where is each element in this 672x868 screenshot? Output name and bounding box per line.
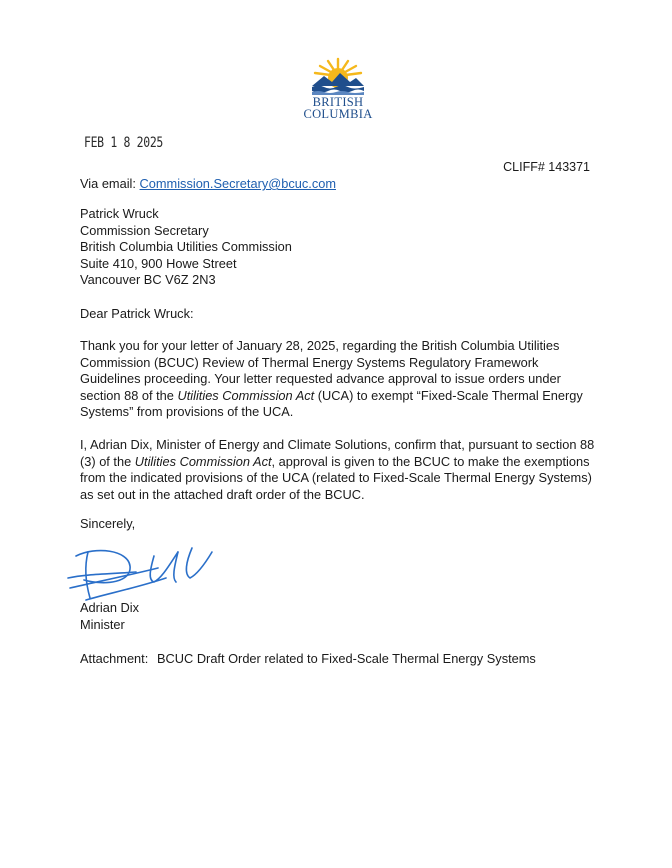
recipient-street: Suite 410, 900 Howe Street <box>80 255 237 271</box>
email-link[interactable]: Commission.Secretary@bcuc.com <box>139 176 336 191</box>
attachment-label: Attachment: <box>80 651 149 666</box>
attachment-text: BCUC Draft Order related to Fixed-Scale Thermal Energy Systems <box>157 651 536 666</box>
logo-text-columbia: COLUMBIA <box>303 107 373 121</box>
paragraph-1-text-a: Thank you for your letter of January 28, 2025, regarding the British Columbia Utilities Commission (BCUC) Review of Thermal Energy Systems Regulatory Framework Guidelines proceeding. Your letter requested advance approval to issue orders under section 88 of the <box>80 338 561 403</box>
attachment-line <box>80 651 536 668</box>
via-email-line <box>80 176 336 193</box>
recipient-city: Vancouver BC V6Z 2N3 <box>80 272 216 288</box>
via-email-label: Via email: <box>80 176 136 191</box>
body-paragraph-1 <box>80 338 600 421</box>
act-name: Utilities Commission Act <box>177 387 315 403</box>
paragraph-1-text-b: (UCA) to exempt “Fixed-Scale Thermal Energy Systems” from provisions of the UCA. <box>80 387 583 420</box>
act-name: Utilities Commission Act <box>134 453 272 469</box>
paragraph-2-text-b: , approval is given to the BCUC to make the exemptions from the indicated provisions of the UCA (related to Fixed-Scale Thermal Energy Systems) as set out in the attached draft order of the BCUC. <box>80 453 592 502</box>
body-paragraph-2 <box>80 437 600 503</box>
salutation: Dear Patrick Wruck: <box>80 306 194 321</box>
recipient-address <box>80 206 292 289</box>
sun-mountains-icon <box>306 56 370 96</box>
paragraph-2-text-a: I, Adrian Dix, Minister of Energy and Climate Solutions, confirm that, pursuant to section 88 (3) of the <box>80 437 595 469</box>
reference-number: CLIFF# 143371 <box>503 160 590 174</box>
recipient-name: Patrick Wruck <box>80 206 159 221</box>
signatory-name: Adrian Dix <box>80 600 140 615</box>
recipient-title: Commission Secretary <box>80 222 209 238</box>
signatory-title: Minister <box>80 617 125 632</box>
logo-text-british: BRITISH <box>312 95 364 109</box>
bc-logo <box>296 56 380 122</box>
recipient-organization: British Columbia Utilities Commission <box>80 239 292 255</box>
date-stamp: FEB 1 8 2025 <box>84 135 164 151</box>
closing: Sincerely, <box>80 516 136 531</box>
